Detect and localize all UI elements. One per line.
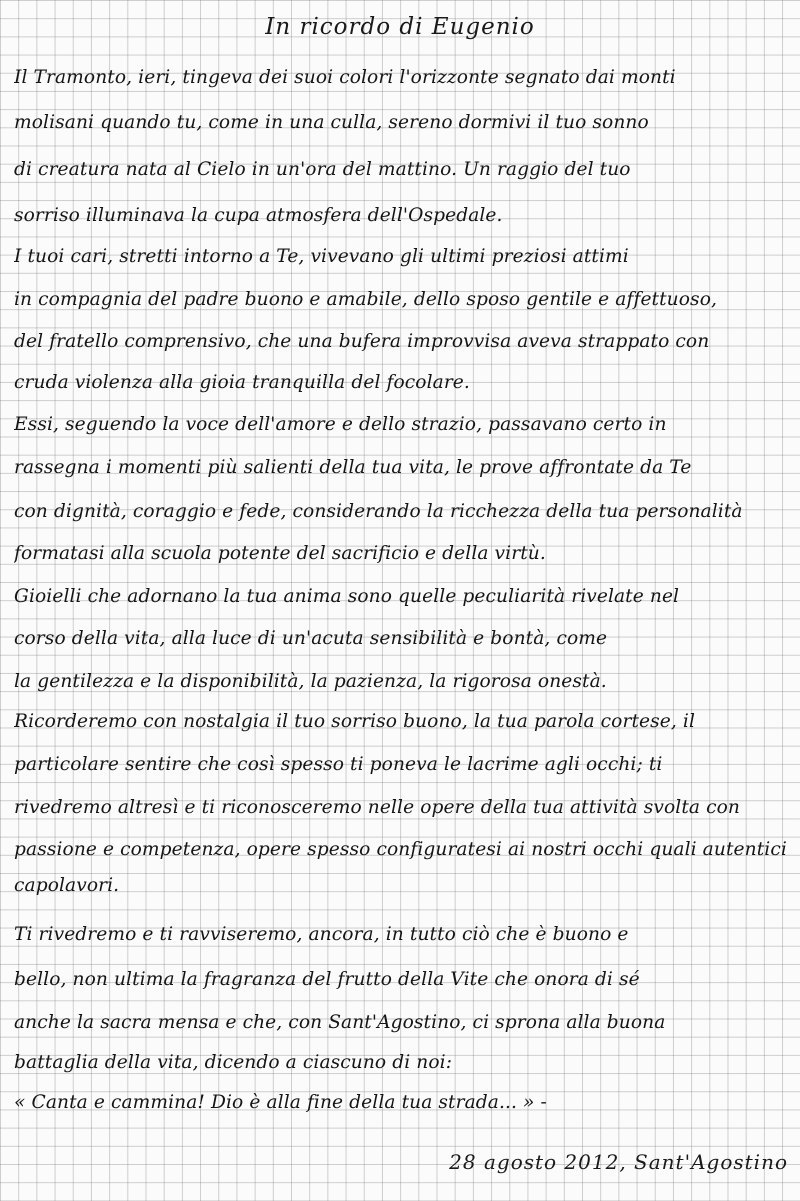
letter-line: rassegna i momenti più salienti della tua vita, le prove affrontate da Te [14, 457, 692, 478]
letter-line: la gentilezza e la disponibilità, la pazienza, la rigorosa onestà. [14, 671, 607, 692]
letter-line: battaglia della vita, dicendo a ciascuno di noi: [14, 1052, 453, 1073]
letter-line: cruda violenza alla gioia tranquilla del focolare. [14, 372, 470, 393]
letter-line: molisani quando tu, come in una culla, sereno dormivi il tuo sonno [14, 112, 649, 133]
letter-line: di creatura nata al Cielo in un'ora del mattino. Un raggio del tuo [14, 159, 631, 180]
letter-line: con dignità, coraggio e fede, considerando la ricchezza della tua personalità [14, 501, 743, 522]
letter-line: Ricorderemo con nostalgia il tuo sorriso buono, la tua parola cortese, il [14, 711, 695, 732]
letter-line: Gioielli che adornano la tua anima sono quelle peculiarità rivelate nel [14, 586, 680, 607]
letter-line: particolare sentire che così spesso ti poneva le lacrime agli occhi; ti [14, 754, 663, 775]
letter-line: Il Tramonto, ieri, tingeva dei suoi colori l'orizzonte segnato dai monti [14, 67, 676, 88]
letter-line: I tuoi cari, stretti intorno a Te, vivevano gli ultimi preziosi attimi [14, 246, 629, 267]
letter-line: in compagnia del padre buono e amabile, dello sposo gentile e affettuoso, [14, 289, 718, 310]
letter-line: bello, non ultima la fragranza del frutto della Vite che onora di sé [14, 969, 640, 990]
letter-line: sorriso illuminava la cupa atmosfera dell'Ospedale. [14, 205, 503, 226]
letter-line: rivedremo altresì e ti riconosceremo nelle opere della tua attività svolta con [14, 797, 740, 818]
letter-line: Essi, seguendo la voce dell'amore e dello strazio, passavano certo in [14, 414, 667, 435]
letter-line: Ti rivedremo e ti ravviseremo, ancora, in tutto ciò che è buono e [14, 924, 629, 945]
letter-line: del fratello comprensivo, che una bufera improvvisa aveva strappato con [14, 331, 710, 352]
letter-line: « Canta e cammina! Dio è alla fine della tua strada... » - [14, 1092, 547, 1113]
letter-line: anche la sacra mensa e che, con Sant'Agostino, ci sprona alla buona [14, 1012, 666, 1033]
letter-line: passione e competenza, opere spesso configuratesi ai nostri occhi quali autentici [14, 839, 787, 860]
letter-line: capolavori. [14, 875, 120, 896]
letter-line: formatasi alla scuola potente del sacrificio e della virtù. [14, 543, 546, 564]
letter-body [14, 0, 794, 1201]
signature-date-place: 28 agosto 2012, Sant'Agostino [449, 1150, 788, 1174]
letter-line: corso della vita, alla luce di un'acuta sensibilità e bontà, come [14, 628, 608, 649]
letter-title: In ricordo di Eugenio [265, 14, 535, 40]
